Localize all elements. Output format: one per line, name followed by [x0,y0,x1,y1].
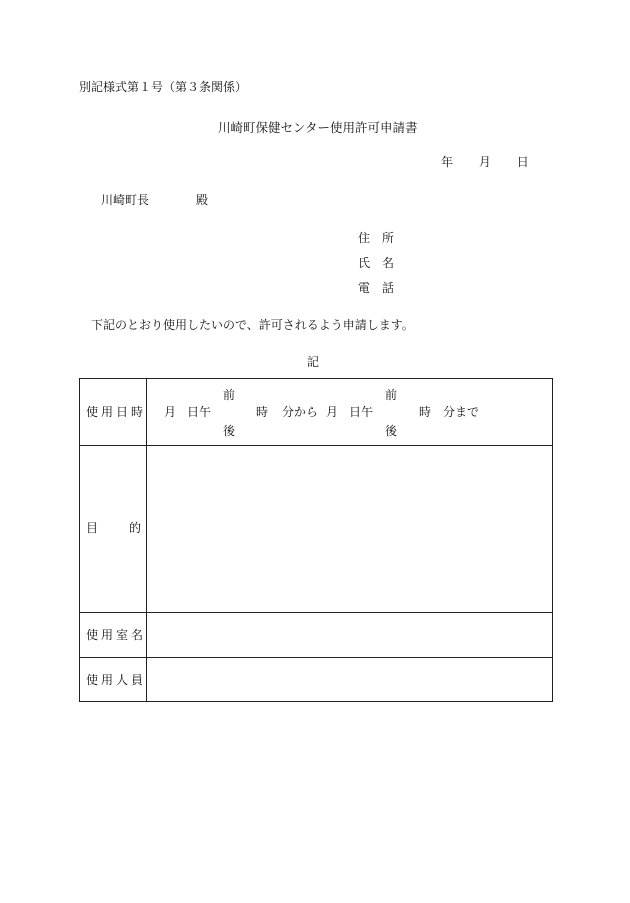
people-entry-area[interactable] [147,658,553,702]
to-minute-label: 分まで [443,405,480,419]
room-entry-area[interactable] [147,613,553,657]
form-number: 別記様式第１号（第３条関係） [79,80,248,94]
date-month-label: 月 [478,155,491,169]
purpose-entry-area[interactable] [147,446,553,612]
applicant-address-label: 住 所 [358,231,395,245]
purpose-label-left: 目 [86,521,99,535]
to-month-label: 月 [326,405,339,419]
request-statement: 下記のとおり使用したいので、許可されるよう申請します。 [91,318,414,332]
from-pm-label: 後 [223,424,236,438]
people-label: 使用人員 [86,673,147,687]
date-day-label: 日 [516,155,529,169]
room-label: 使用室名 [86,628,147,642]
datetime-label: 使用日時 [86,405,147,419]
to-pm-label: 後 [385,424,398,438]
note-heading: 記 [307,355,320,369]
from-hour-label: 時 [256,405,269,419]
addressee-name: 川崎町長 [101,193,150,207]
purpose-label-right: 的 [129,521,142,535]
date-year-label: 年 [441,155,454,169]
to-am-label: 前 [385,388,398,402]
from-month-label: 月 [164,405,177,419]
addressee-honorific: 殿 [196,193,209,207]
to-hour-label: 時 [419,405,432,419]
from-day-noon-label: 日午 [187,405,212,419]
page-title: 川崎町保健センター使用許可申請書 [218,120,418,135]
applicant-name-label: 氏 名 [358,256,395,270]
to-day-noon-label: 日午 [349,405,374,419]
application-table [79,378,553,702]
from-minute-label: 分から [282,405,319,419]
from-am-label: 前 [223,388,236,402]
date-line [441,155,529,169]
applicant-phone-label: 電 話 [358,281,395,295]
